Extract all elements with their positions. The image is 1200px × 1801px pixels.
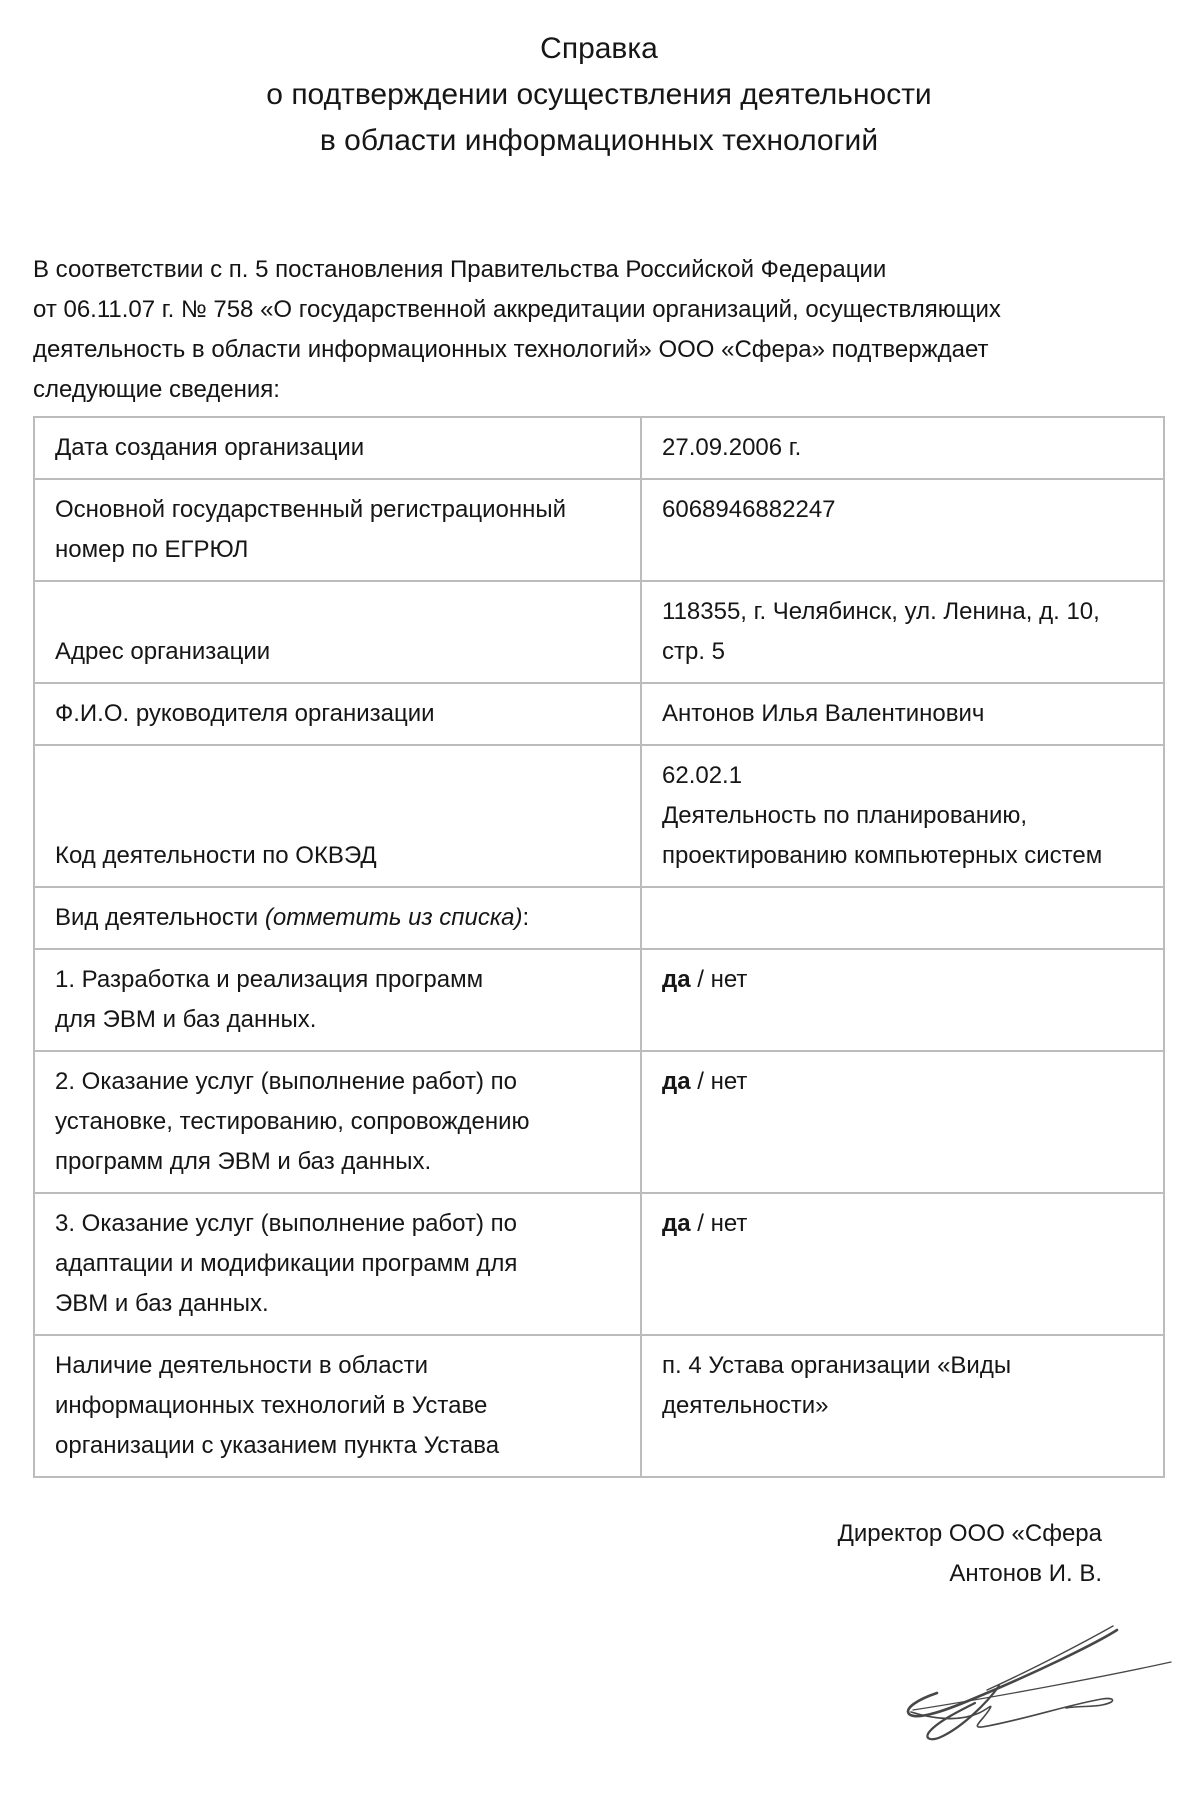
label-cell: Код деятельности по ОКВЭД — [34, 745, 641, 887]
value-cell — [641, 1051, 1164, 1193]
intro-line: от 06.11.07 г. № 758 «О государственной аккредитации организаций, осуществляющих — [33, 296, 1001, 323]
value-cell — [641, 887, 1164, 949]
signature-stroke — [987, 1626, 1113, 1690]
value-cell: 118355, г. Челябинск, ул. Ленина, д. 10, стр. 5 — [641, 581, 1164, 683]
label-cell: Ф.И.О. руководителя организации — [34, 683, 641, 745]
table-row-activity-2 — [34, 1051, 1164, 1193]
yes-option: да — [662, 1068, 691, 1095]
signature-stroke — [908, 1630, 1117, 1716]
value-cell: 6068946882247 — [641, 479, 1164, 581]
value-cell — [641, 1193, 1164, 1335]
document-title — [33, 26, 1165, 164]
yes-option: да — [662, 966, 691, 993]
table-row-ogrn — [34, 479, 1164, 581]
value-cell: Антонов Илья Валентинович — [641, 683, 1164, 745]
no-option: нет — [710, 1210, 748, 1237]
signer-name: Антонов И. В. — [949, 1560, 1102, 1587]
signature-scribble — [903, 1622, 1175, 1746]
value-cell: 62.02.1 Деятельность по планированию, проектированию компьютерных систем — [641, 745, 1164, 887]
label-cell — [34, 887, 641, 949]
organization-info-table — [33, 416, 1165, 1478]
intro-line: В соответствии с п. 5 постановления Правительства Российской Федерации — [33, 256, 887, 283]
document-title-line: о подтверждении осуществления деятельности — [266, 78, 932, 111]
signature-block — [33, 1514, 1102, 1594]
table-row-activity-type-header — [34, 887, 1164, 949]
table-row-creation-date — [34, 417, 1164, 479]
intro-line: следующие сведения: — [33, 376, 280, 403]
option-separator: / — [690, 1068, 711, 1095]
label-cell: 1. Разработка и реализация программ для ЭВМ и баз данных. — [34, 949, 641, 1051]
signer-title: Директор ООО «Сфера — [837, 1520, 1102, 1547]
label-text: Вид деятельности — [55, 904, 265, 931]
document-page — [0, 26, 1200, 1594]
table-row-charter-clause — [34, 1335, 1164, 1477]
label-cell: Наличие деятельности в области информационных технологий в Уставе организации с указанием пункта Устава — [34, 1335, 641, 1477]
no-option: нет — [710, 1068, 748, 1095]
label-cell: Адрес организации — [34, 581, 641, 683]
value-cell — [641, 949, 1164, 1051]
value-cell: п. 4 Устава организации «Виды деятельности» — [641, 1335, 1164, 1477]
label-cell: 2. Оказание услуг (выполнение работ) по установке, тестированию, сопровождению программ для ЭВМ и баз данных. — [34, 1051, 641, 1193]
table-row-director-name — [34, 683, 1164, 745]
intro-line: деятельность в области информационных технологий» ООО «Сфера» подтверждает — [33, 336, 989, 363]
label-colon: : — [522, 904, 530, 931]
intro-paragraph — [33, 250, 1165, 410]
label-cell: 3. Оказание услуг (выполнение работ) по адаптации и модификации программ для ЭВМ и баз данных. — [34, 1193, 641, 1335]
label-cell: Дата создания организации — [34, 417, 641, 479]
label-text-italic: (отметить из списка) — [264, 904, 523, 931]
option-separator: / — [690, 1210, 711, 1237]
document-title-line: Справка — [540, 32, 658, 65]
table-row-activity-3 — [34, 1193, 1164, 1335]
document-title-line: в области информационных технологий — [319, 124, 879, 157]
yes-option: да — [662, 1210, 691, 1237]
table-row-address — [34, 581, 1164, 683]
label-cell: Основной государственный регистрационный номер по ЕГРЮЛ — [34, 479, 641, 581]
table-row-activity-1 — [34, 949, 1164, 1051]
no-option: нет — [710, 966, 748, 993]
table-row-okved — [34, 745, 1164, 887]
value-cell: 27.09.2006 г. — [641, 417, 1164, 479]
option-separator: / — [690, 966, 711, 993]
